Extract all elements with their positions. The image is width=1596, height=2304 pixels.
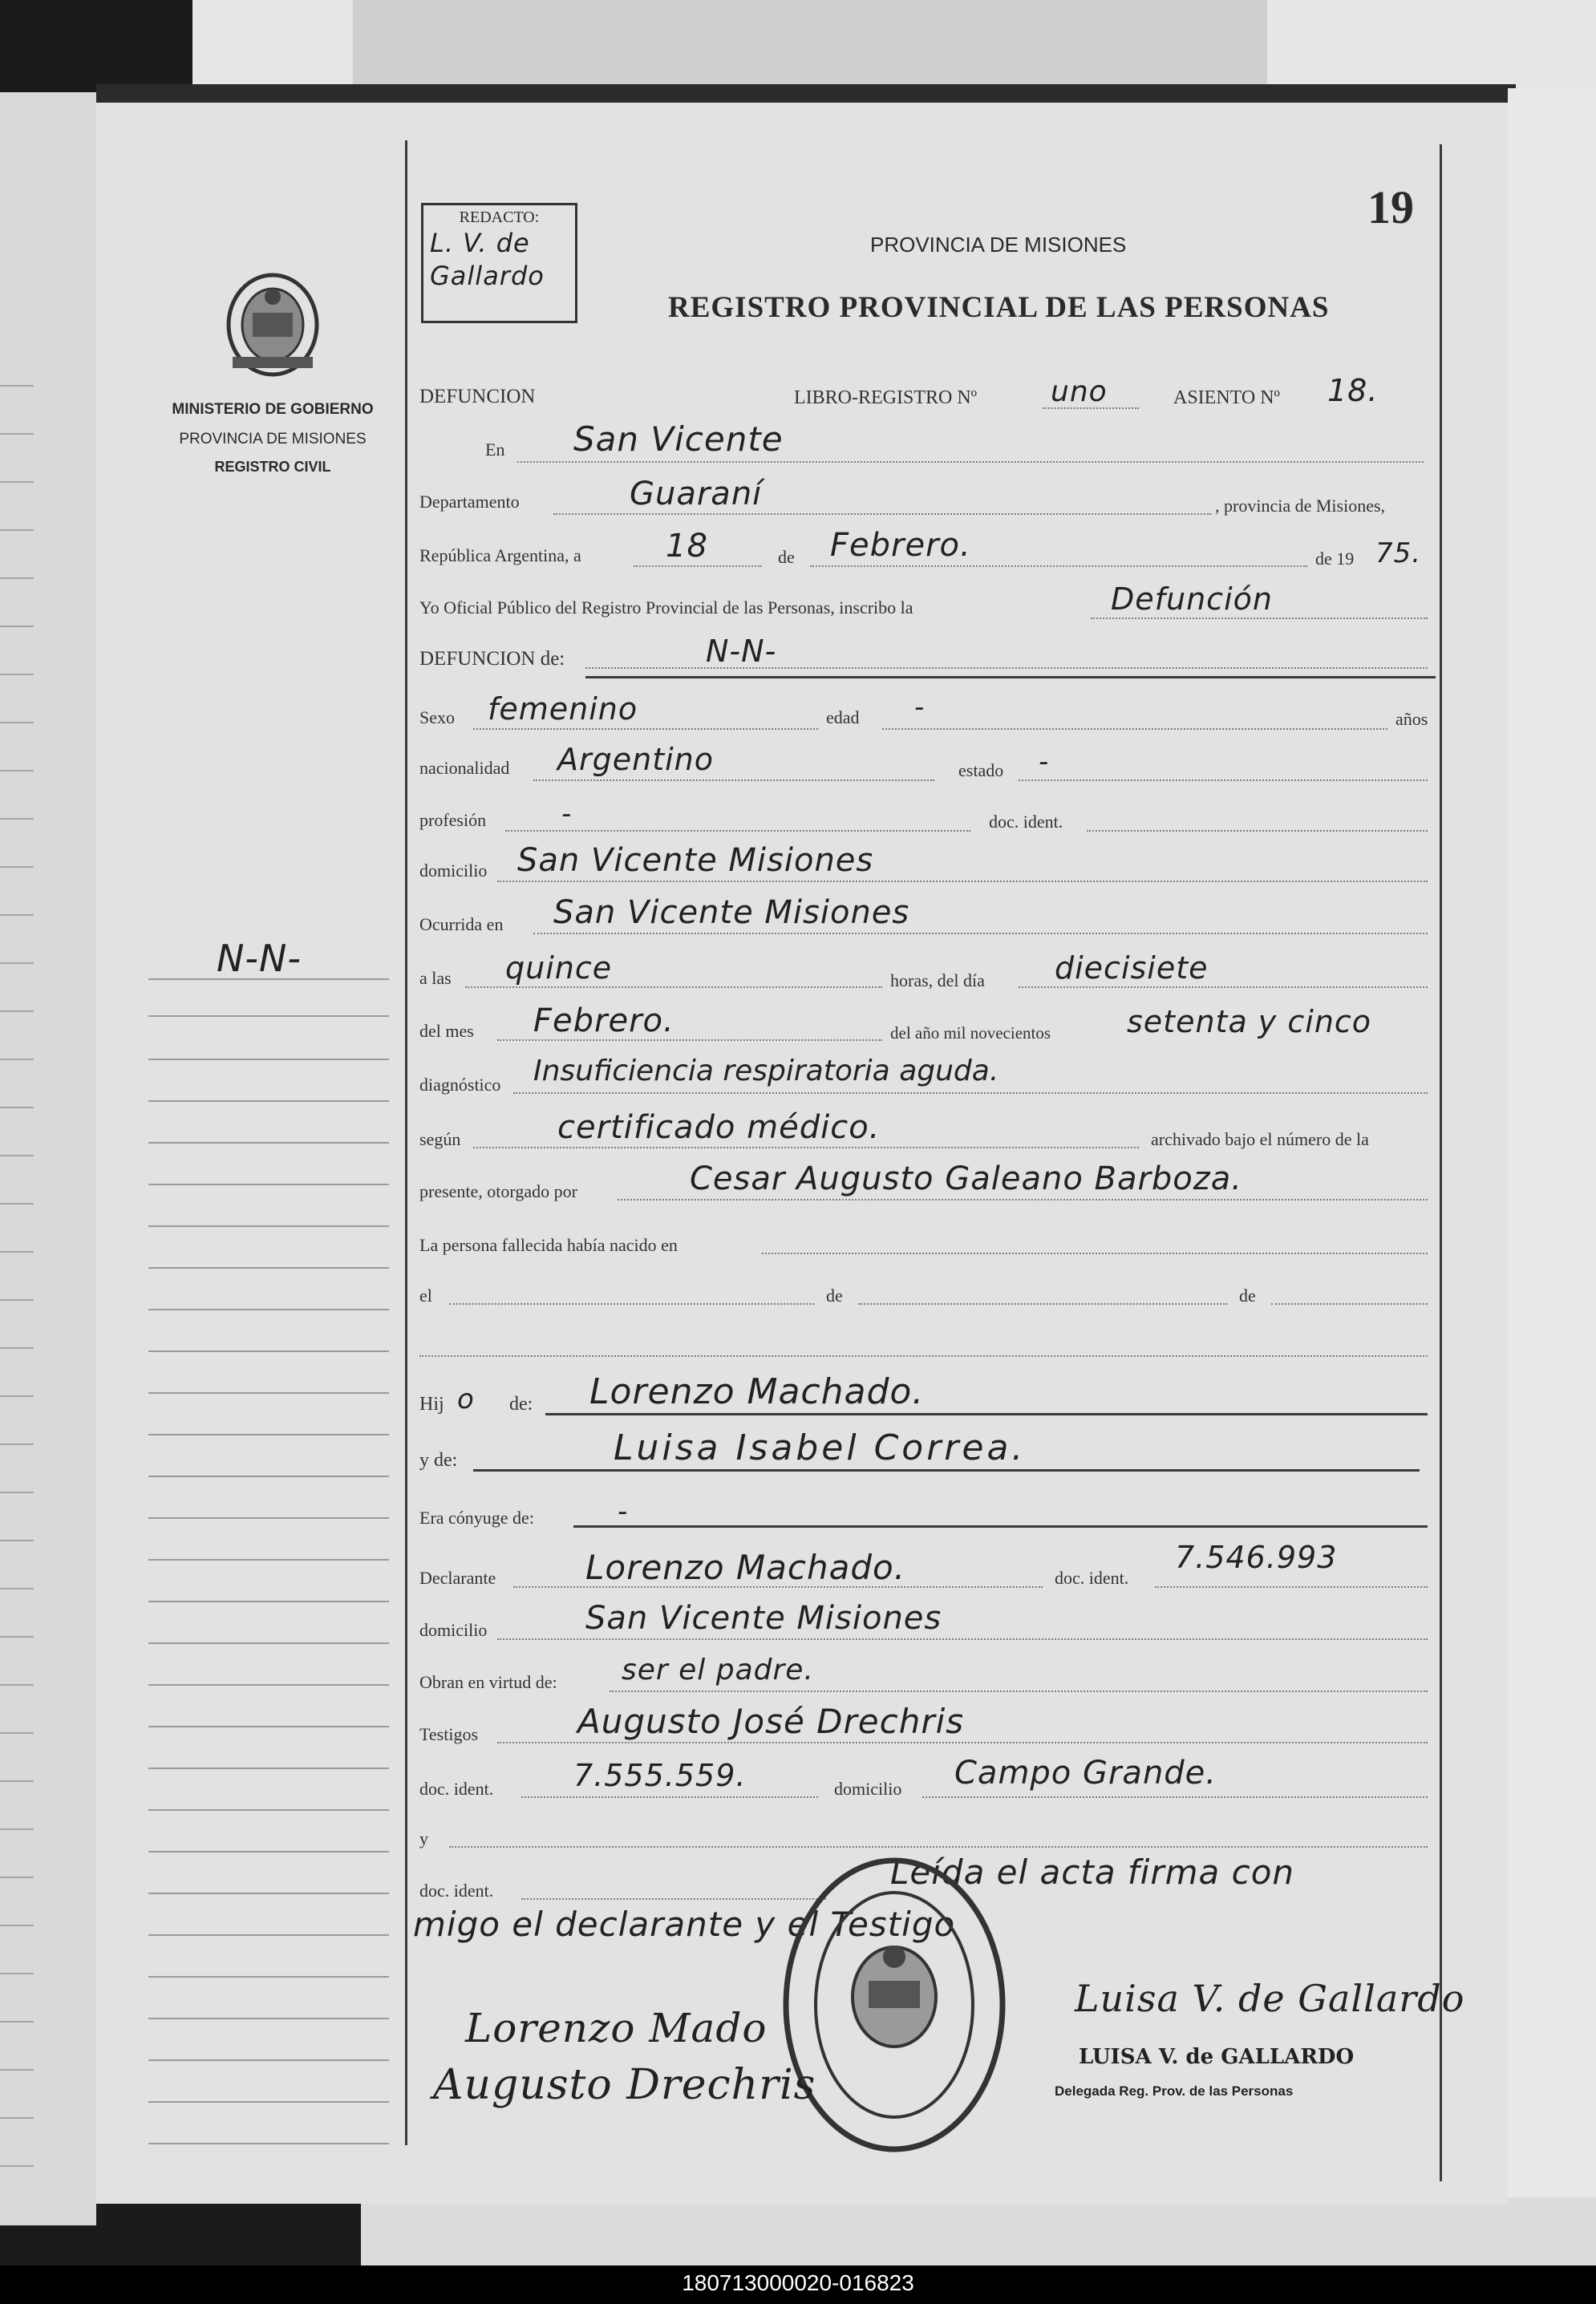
facing-page-line <box>0 1925 34 1926</box>
del-mes-value: Febrero. <box>533 1002 674 1039</box>
declarante-value: Lorenzo Machado. <box>585 1548 906 1587</box>
nacionalidad-label: nacionalidad <box>419 758 510 778</box>
departamento-label: Departamento <box>419 492 520 512</box>
doc-ident-label: doc. ident. <box>989 812 1063 832</box>
stub-line <box>148 1350 389 1352</box>
stub-line <box>148 1225 389 1227</box>
horas-label: horas, del día <box>890 970 985 990</box>
hijo-suffix: o <box>457 1383 475 1415</box>
estado-label: estado <box>958 760 1004 780</box>
testigo-dom-value: Campo Grande. <box>954 1755 1217 1792</box>
profesion-value: - <box>561 798 573 830</box>
stub-line <box>148 1184 389 1185</box>
facing-page-line <box>0 577 34 579</box>
facing-page-line <box>0 722 34 723</box>
hijo-de-label: de: <box>509 1394 533 1415</box>
nacido-rule <box>762 1253 1428 1254</box>
estado-value: - <box>1039 746 1050 778</box>
del-ano-value: setenta y cinco <box>1127 1004 1372 1039</box>
facing-page-line <box>0 1444 34 1445</box>
facing-page-line <box>0 1010 34 1012</box>
declarante-doc-label: doc. ident. <box>1055 1568 1129 1588</box>
signature-declarante: Lorenzo Mado <box>465 2005 768 2051</box>
day-value: 18 <box>666 528 708 565</box>
facing-page-line <box>0 1395 34 1397</box>
facing-page-line <box>0 914 34 916</box>
stub-line <box>148 1559 389 1561</box>
defuncion-de-label: DEFUNCION de: <box>419 648 565 670</box>
leida-value-2: migo el declarante y el Testigo <box>413 1905 956 1944</box>
domicilio-label: domicilio <box>419 860 488 881</box>
ministry-line-1: MINISTERIO DE GOBIERNO <box>172 401 374 418</box>
de3-label: de <box>1239 1286 1256 1306</box>
facing-page-line <box>0 770 34 771</box>
edad-label: edad <box>826 707 860 727</box>
y-de-line <box>473 1469 1420 1472</box>
section-divider <box>585 676 1436 678</box>
nacionalidad-value: Argentino <box>557 742 714 777</box>
horas-value: diecisiete <box>1055 950 1209 986</box>
stub-line <box>148 1726 389 1727</box>
y-de-label: y de: <box>419 1450 458 1471</box>
profesion-label: profesión <box>419 810 487 830</box>
asiento-label: ASIENTO Nº <box>1173 387 1280 408</box>
a-las-label: a las <box>419 968 452 988</box>
departamento-rule <box>553 513 1211 515</box>
defuncion-type: DEFUNCION <box>419 386 536 407</box>
domicilio2-value: San Vicente Misiones <box>585 1600 942 1637</box>
facing-page-line <box>0 1347 34 1349</box>
stub-line <box>148 1059 389 1060</box>
nacido-label: La persona fallecida había nacido en <box>419 1235 678 1255</box>
declarante-rule <box>513 1586 1043 1588</box>
y-label: y <box>419 1828 428 1848</box>
del-mes-rule <box>497 1039 882 1041</box>
republica-label: República Argentina, a <box>419 545 581 565</box>
en-label: En <box>485 439 505 460</box>
conyuge-line <box>573 1525 1428 1528</box>
obran-rule <box>610 1691 1428 1692</box>
declarante-doc-rule <box>1155 1586 1428 1588</box>
libro-label: LIBRO-REGISTRO Nº <box>794 387 978 408</box>
province-heading: PROVINCIA DE MISIONES <box>870 233 1127 257</box>
testigo-dom-label: domicilio <box>834 1779 902 1799</box>
diagnostico-label: diagnóstico <box>419 1075 501 1095</box>
defuncion-de-value: N-N- <box>706 634 777 669</box>
domicilio2-rule <box>497 1638 1428 1640</box>
facing-page-edge <box>0 92 96 2225</box>
stub-line <box>148 1392 389 1394</box>
ministry-line-3: REGISTRO CIVIL <box>214 459 331 475</box>
yo-rule <box>1091 618 1428 619</box>
testigo-doc-label: doc. ident. <box>419 1779 494 1799</box>
testigo-dom-rule <box>922 1796 1428 1798</box>
facing-page-line <box>0 2069 34 2071</box>
facing-page-line <box>0 1732 34 1734</box>
obran-value: ser el padre. <box>622 1654 814 1686</box>
coat-of-arms-icon <box>217 265 329 385</box>
footer-id: 180713000020-016823 <box>682 2270 914 2295</box>
segun-rule <box>473 1147 1139 1148</box>
month-rule <box>810 565 1307 567</box>
sexo-label: Sexo <box>419 707 455 727</box>
stub-line <box>148 1976 389 1978</box>
backdrop-dark-strip <box>353 0 1267 84</box>
a-las-value: quince <box>505 950 613 986</box>
del-mes-label: del mes <box>419 1021 474 1041</box>
declarante-doc-value: 7.546.993 <box>1175 1540 1338 1575</box>
sexo-value: femenino <box>488 691 638 727</box>
testigos-rule <box>497 1742 1428 1743</box>
de3-rule <box>1271 1303 1428 1305</box>
year-value: 75. <box>1375 537 1422 569</box>
facing-page-line <box>0 433 34 435</box>
official-seal-icon <box>774 1844 1015 2165</box>
facing-page-line <box>0 1636 34 1638</box>
page-number: 19 <box>1367 181 1414 233</box>
facing-page-line <box>0 481 34 483</box>
sexo-rule <box>473 728 818 730</box>
facing-page-line <box>0 1251 34 1253</box>
defuncion-de-rule <box>585 667 1428 669</box>
registry-heading: REGISTRO PROVINCIAL DE LAS PERSONAS <box>668 291 1330 324</box>
facing-page-line <box>0 1588 34 1589</box>
stub-vertical-rule <box>405 140 407 2145</box>
el-rule <box>449 1303 814 1305</box>
facing-page-line <box>0 2021 34 2023</box>
facing-page-line <box>0 1155 34 1156</box>
official-name: LUISA V. de GALLARDO <box>1079 2045 1355 2069</box>
nacionalidad-rule <box>533 779 934 781</box>
testigo-doc-value: 7.555.559. <box>573 1758 747 1793</box>
de-label: de <box>778 547 795 567</box>
obran-label: Obran en virtud de: <box>419 1672 557 1692</box>
hijo-line <box>545 1413 1428 1415</box>
stub-line <box>148 1267 389 1269</box>
presente-value: Cesar Augusto Galeano Barboza. <box>690 1160 1242 1197</box>
official-title: Delegada Reg. Prov. de las Personas <box>1055 2083 1294 2099</box>
leida-value: Leída el acta firma con <box>890 1853 1295 1892</box>
facing-page-line <box>0 1540 34 1541</box>
facing-page-line <box>0 626 34 627</box>
doc-ident3-label: doc. ident. <box>419 1881 494 1901</box>
stub-line <box>148 1934 389 1936</box>
de2-rule <box>858 1303 1227 1305</box>
stub-line <box>148 1517 389 1519</box>
segun-value: certificado médico. <box>557 1109 881 1146</box>
stub-line <box>148 1309 389 1310</box>
facing-page-line <box>0 866 34 868</box>
stub-line <box>148 1642 389 1644</box>
facing-page-line <box>0 962 34 964</box>
redacto-box <box>421 203 577 323</box>
backdrop-bottom <box>361 2197 1596 2266</box>
diagnostico-rule <box>513 1092 1428 1094</box>
facing-page-line <box>0 1203 34 1205</box>
facing-page-line <box>0 1973 34 1974</box>
hijo-label: Hij <box>419 1394 444 1415</box>
testigos-value: Augusto José Drechris <box>577 1702 965 1741</box>
edad-value: - <box>914 691 926 723</box>
stub-line <box>148 1684 389 1686</box>
provincia-label: , provincia de Misiones, <box>1215 496 1386 516</box>
stub-line <box>148 978 389 980</box>
facing-page-line <box>0 1780 34 1782</box>
libro-value: uno <box>1051 375 1108 408</box>
facing-page-line <box>0 1877 34 1878</box>
conyuge-label: Era cónyuge de: <box>419 1508 534 1528</box>
en-rule <box>517 461 1424 463</box>
facing-page-line <box>0 1828 34 1830</box>
facing-page-line <box>0 1684 34 1686</box>
facing-page-line <box>0 529 34 531</box>
de2-label: de <box>826 1286 843 1306</box>
facing-page-line <box>0 1059 34 1060</box>
en-value: San Vicente <box>573 419 784 459</box>
stub-line <box>148 2101 389 2103</box>
presente-label: presente, otorgado por <box>419 1181 577 1201</box>
edad-rule <box>882 728 1387 730</box>
departamento-value: Guaraní <box>630 476 763 512</box>
stub-line <box>148 1434 389 1435</box>
redacto-name-2: Gallardo <box>430 261 545 291</box>
ocurrida-value: San Vicente Misiones <box>553 894 910 931</box>
stub-line <box>148 1015 389 1017</box>
declarante-label: Declarante <box>419 1568 496 1588</box>
year-label: de 19 <box>1315 549 1355 569</box>
facing-page-line <box>0 2165 34 2167</box>
facing-page-line <box>0 1492 34 1493</box>
doc-ident-rule <box>1087 830 1428 832</box>
stub-line <box>148 2143 389 2144</box>
facing-page-line <box>0 2117 34 2119</box>
backdrop-right <box>1508 88 1596 2205</box>
stub-line <box>148 2018 389 2019</box>
a-las-rule <box>465 986 882 988</box>
domicilio2-label: domicilio <box>419 1620 488 1640</box>
segun-label: según <box>419 1129 461 1149</box>
facing-page-line <box>0 1299 34 1301</box>
month-value: Febrero. <box>830 527 971 564</box>
facing-page-line <box>0 385 34 387</box>
ocurrida-rule <box>533 933 1428 934</box>
facing-page-line <box>0 674 34 675</box>
blank-rule <box>419 1355 1428 1357</box>
facing-page-line <box>0 818 34 820</box>
stub-line <box>148 1809 389 1811</box>
horas-rule <box>1019 986 1428 988</box>
redacto-name-1: L. V. de <box>430 228 530 258</box>
y-de-value: Luisa Isabel Correa. <box>614 1427 1027 1468</box>
testigo-doc-rule <box>521 1796 818 1798</box>
anos-label: años <box>1395 709 1428 729</box>
facing-page-line <box>0 1107 34 1108</box>
profesion-rule <box>505 830 970 832</box>
el-label: el <box>419 1286 432 1306</box>
estado-rule <box>1019 779 1428 781</box>
ocurrida-label: Ocurrida en <box>419 914 504 934</box>
stub-name: N-N- <box>217 937 302 980</box>
stub-line <box>148 1100 389 1102</box>
stub-line <box>148 1476 389 1477</box>
libro-rule <box>1043 407 1139 409</box>
hijo-value: Lorenzo Machado. <box>589 1371 925 1412</box>
signature-witness: Augusto Drechris <box>433 2061 816 2109</box>
stub-line <box>148 1767 389 1769</box>
conyuge-value: - <box>618 1496 629 1528</box>
redacto-label: REDACTO: <box>459 209 540 226</box>
stub-line <box>148 1142 389 1144</box>
stub-line <box>148 1851 389 1853</box>
presente-rule <box>618 1199 1428 1201</box>
domicilio-value: San Vicente Misiones <box>517 842 874 879</box>
signature-official: Luisa V. de Gallardo <box>1075 1977 1465 2020</box>
stub-line <box>148 1893 389 1894</box>
testigos-label: Testigos <box>419 1724 479 1744</box>
day-rule <box>634 565 762 567</box>
stub-line <box>148 2059 389 2061</box>
yo-label: Yo Oficial Público del Registro Provincial de las Personas, inscribo la <box>419 597 913 618</box>
asiento-value: 18. <box>1327 373 1379 408</box>
right-vertical-rule <box>1440 144 1442 2181</box>
diagnostico-value: Insuficiencia respiratoria aguda. <box>533 1055 999 1087</box>
archivado-label: archivado bajo el número de la <box>1151 1129 1369 1149</box>
del-ano-label: del año mil novecientos <box>890 1023 1051 1043</box>
ministry-line-2: PROVINCIA DE MISIONES <box>179 431 367 447</box>
stub-line <box>148 1601 389 1602</box>
yo-value: Defunción <box>1111 581 1273 617</box>
domicilio-rule <box>497 881 1428 882</box>
